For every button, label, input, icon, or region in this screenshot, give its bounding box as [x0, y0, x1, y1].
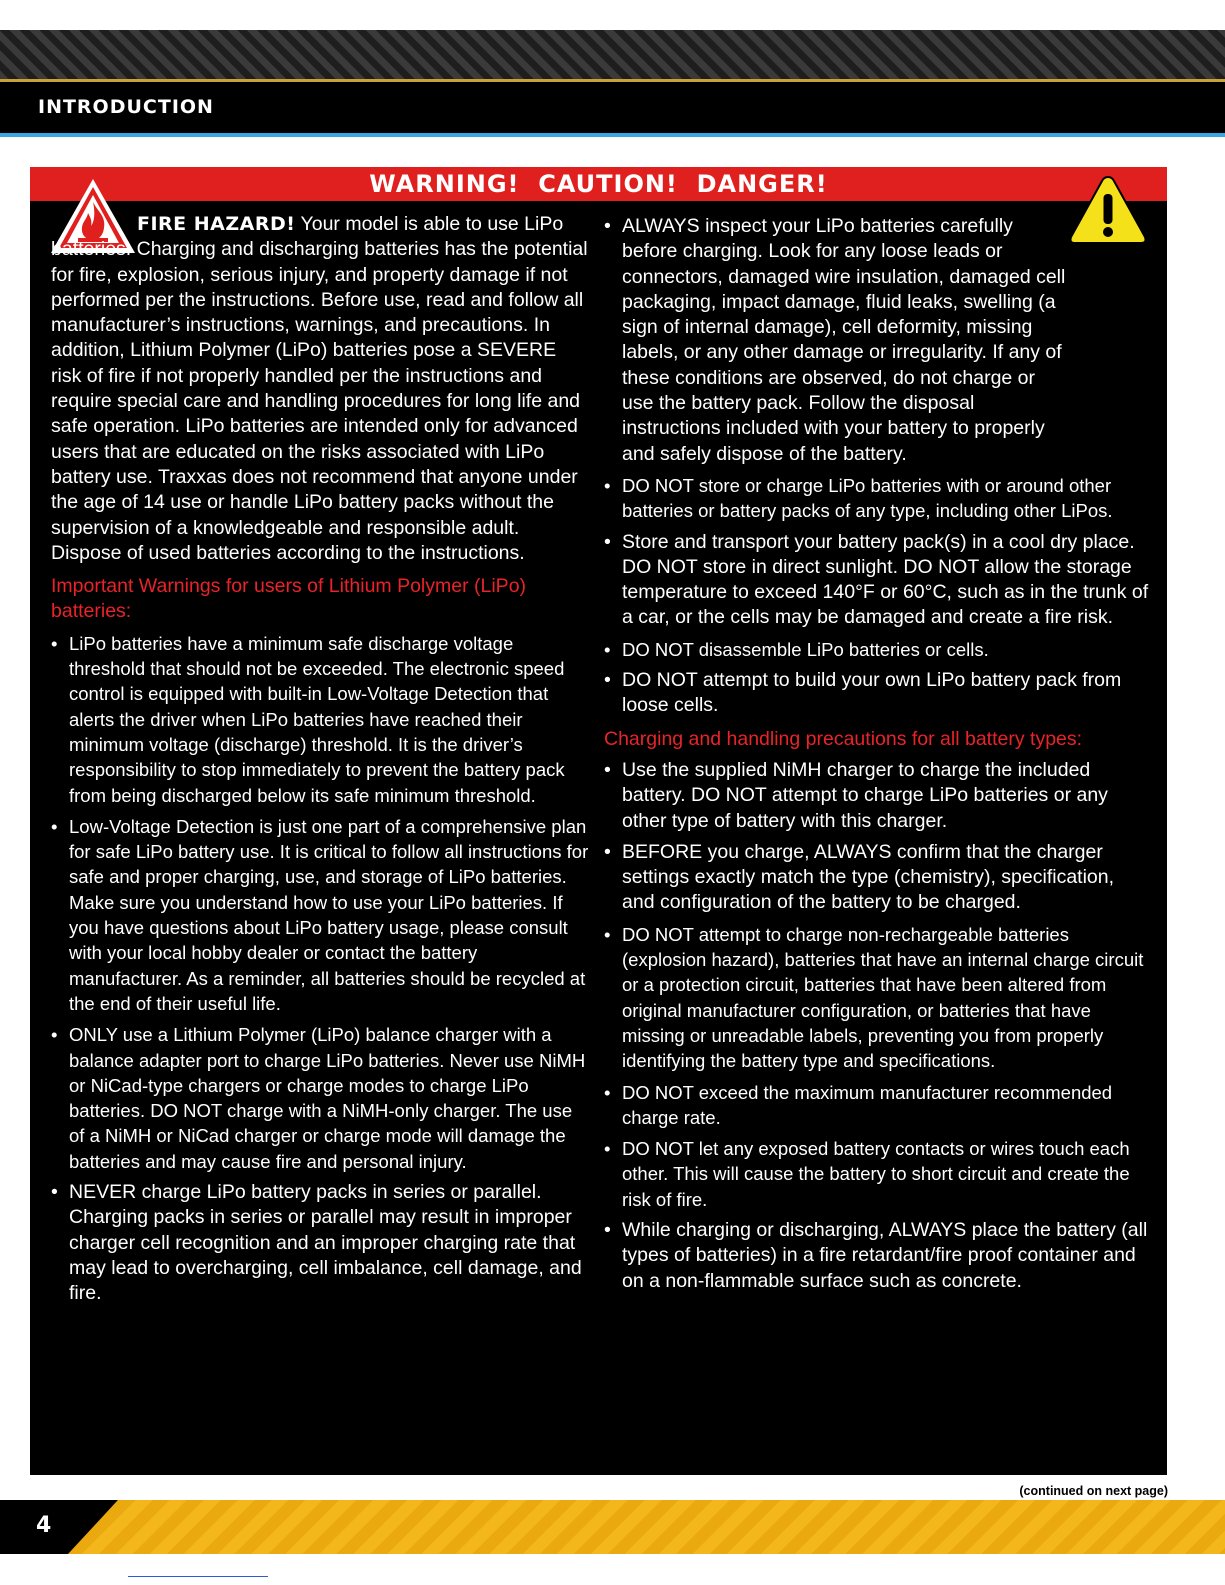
list-item: • DO NOT attempt to charge non-rechargeable batteries (explosion hazard), batteries that have an internal charge circuit or a protection circuit, batteries that have been altered from original manufacturer configuration, or batteries that have missing or unreadable labels, preventing you from properly identifying the battery type and specifications.: [604, 923, 1144, 1072]
list-item: • LiPo batteries have a minimum safe discharge voltage threshold that should not be exceeded. The electronic speed control is equipped with built-in Low-Voltage Detection that alerts the driver when LiPo batteries have reached their minimum voltage (discharge) threshold. It is the driver’s responsibility to stop immediately to prevent the battery pack from being discharged below its safe minimum threshold.: [51, 632, 565, 806]
header-blue-divider: [0, 133, 1225, 137]
list-item: • DO NOT let any exposed battery contacts or wires touch each other. This will cause the battery to short circuit and create the risk of fire.: [604, 1138, 1130, 1210]
list-item: • NEVER charge LiPo battery packs in series or parallel. Charging packs in series or parallel may result in improper charger cell recognition and an improper charging rate that may lead to overcharging, cell imbalance, cell damage, and fire.: [51, 1180, 582, 1305]
page-number: 4: [36, 1513, 52, 1538]
continued-note: (continued on next page): [1019, 1484, 1168, 1498]
list-item: • DO NOT exceed the maximum manufacturer recommended charge rate.: [604, 1081, 1113, 1128]
list-item: • Store and transport your battery pack(s) in a cool dry place. DO NOT store in direct sunlight. DO NOT allow the storage temperature to exceed 140°F or 60°C, such as in the trunk of a car, or the cells may be damaged and create a fire risk.: [604, 530, 1149, 629]
header-stripe-pattern: [0, 30, 1225, 80]
fire-hazard-label: FIRE HAZARD!: [137, 213, 296, 235]
section-title: INTRODUCTION: [38, 96, 214, 118]
fire-hazard-text: Your model is able to use LiPo batteries. Charging and discharging batteries has the potential for fire, explosion, serious injury, and property damage if not performed per the instructions. Before use, read and follow all manufacturer’s instructions, warnings, and precautions. In addition, Lithium Polymer (LiPo) batteries pose a SEVERE risk of fire if not properly handled per the instructions and require special care and handling procedures for long life and safe operation. LiPo batteries are intended only for advanced users that are educated on the risks associated with LiPo battery use. Traxxas does not recommend that anyone under the age of 14 use or handle LiPo battery packs without the supervision of a knowledgeable and responsible adult. Dispose of used batteries according to the instructions.: [51, 213, 588, 564]
lipo-warnings-heading: Important Warnings for users of Lithium Polymer (LiPo) batteries:: [51, 575, 527, 623]
fire-hazard-paragraph: [51, 212, 591, 566]
list-item: • DO NOT store or charge LiPo batteries with or around other batteries or battery packs of any type, including other LiPos.: [604, 474, 1113, 522]
list-item: • DO NOT attempt to build your own LiPo battery pack from loose cells.: [604, 669, 1122, 717]
right-column: [604, 214, 1149, 1294]
list-item: • Use the supplied NiMH charger to charge the included battery. DO NOT attempt to charge LiPo batteries or any other type of battery with this charger.: [604, 758, 1108, 832]
warning-title: WARNING! CAUTION! DANGER!: [369, 170, 828, 198]
list-item: • BEFORE you charge, ALWAYS confirm that the charger settings exactly match the type (chemistry), specification, and configuration of the battery to be charged.: [604, 840, 1115, 914]
charging-precautions-heading: Charging and handling precautions for all battery types:: [604, 727, 1083, 750]
list-item: • While charging or discharging, ALWAYS place the battery (all types of batteries) in a fire retardant/fire proof container and on a non-flammable surface such as concrete.: [604, 1218, 1148, 1292]
list-item: • ALWAYS inspect your LiPo batteries carefully before charging. Look for any loose leads or connectors, damaged wire insulation, damaged cell packaging, impact damage, fluid leaks, swelling (a sign of internal damage), cell deformity, missing labels, or any other damage or irregularity. If any of these conditions are observed, do not charge or use the battery pack. Follow the disposal instructions included with your battery to properly and safely dispose of the battery.: [604, 215, 1066, 465]
footer-link-underline: [128, 1576, 268, 1577]
list-item: • ONLY use a Lithium Polymer (LiPo) balance charger with a balance adapter port to charge LiPo batteries. Never use NiMH or NiCad-type chargers or charge modes to charge LiPo batteries. DO NOT charge with a NiMH-only charger. The use of a NiMH or NiCad charger or charge mode will damage the batteries and may cause fire and personal injury.: [51, 1024, 586, 1172]
left-column: [51, 212, 591, 1306]
list-item: • Low-Voltage Detection is just one part of a comprehensive plan for safe LiPo battery use. It is critical to follow all instructions for safe and proper charging, use, and storage of LiPo batteries. Make sure you understand how to use your LiPo batteries. If you have questions about LiPo battery usage, please consult with your local hobby dealer or contact the battery manufacturer. As a reminder, all batteries should be recycled at the end of their useful life.: [51, 815, 589, 1014]
footer-stripe-bar: [0, 1500, 1225, 1554]
list-item: • DO NOT disassemble LiPo batteries or cells.: [604, 638, 989, 660]
